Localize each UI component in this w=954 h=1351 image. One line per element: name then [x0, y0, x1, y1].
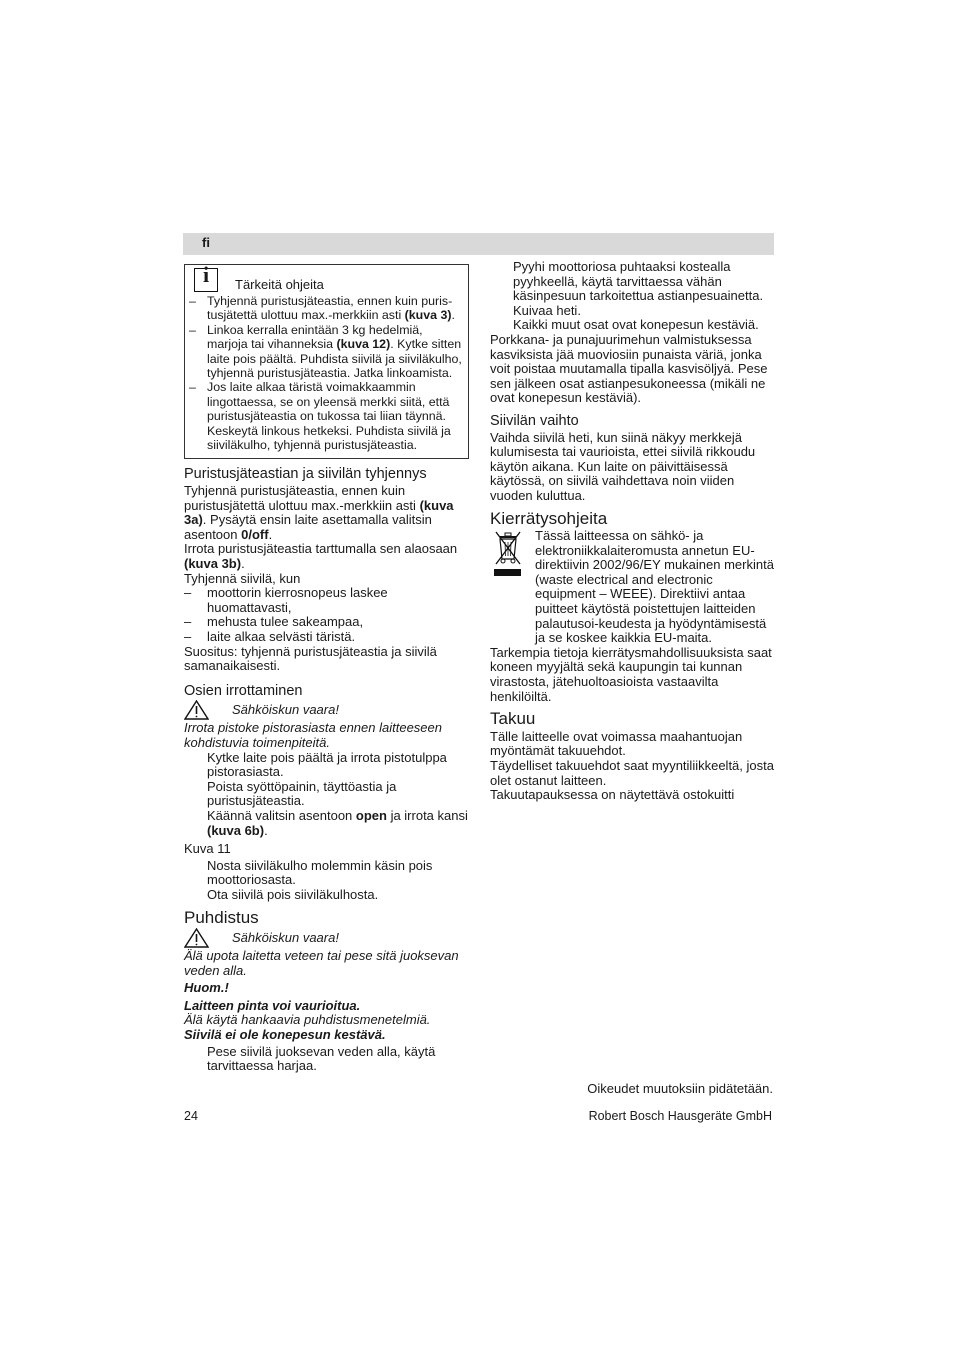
warning-text: Irrota pistoke pistorasiasta ennen laitteeseen kohdistuvia toimenpiteitä.	[184, 720, 442, 750]
list-item: – laite alkaa selvästi täristä.	[184, 629, 356, 644]
warning-triangle-icon	[184, 928, 209, 948]
weee-block	[490, 529, 775, 646]
important-notice-box	[184, 264, 469, 459]
notice-item: – Linkoa kerralla enintään 3 kg hedelmiä, marjoja tai vihanneksia (kuva 12). Kytke sitten laite pois päältä. Puhdista siivilä ja siiviläkulho, tyhjennä puristusjäteastia. Jatka linkoamista.	[189, 322, 462, 381]
paragraph: Täydelliset takuuehdot saat myyntiliikkeeltä, josta olet ostanut laitteen.	[490, 758, 774, 788]
step: Kaikki muut osat ovat konepesun kestäviä.	[513, 317, 759, 333]
warranty-heading: Takuu	[490, 709, 536, 729]
company-name: Robert Bosch Hausgeräte GmbH	[588, 1109, 772, 1123]
replace-heading: Siivilän vaihto	[490, 412, 579, 429]
step: Ota siivilä pois siiviläkulhosta.	[207, 886, 379, 902]
list-item: – mehusta tulee sakeampaa,	[184, 614, 364, 630]
caution-text: Laitteen pinta voi vaurioitua.	[184, 997, 361, 1013]
left-column	[184, 264, 468, 1074]
warning-title: Sähköiskun vaara!	[232, 702, 339, 718]
language-code: fi	[202, 235, 210, 250]
weee-text: Tässä laitteessa on sähkö- ja elektroniikkalaiteromusta annetun EU-direktiivin 2002/96/EY mukainen merkintä (waste electrical and electronic equipment – WEEE). Direktiivi antaa puitteet käytöstä poistettujen laitteiden palautusoi-keudesta ja hyödyntämisestä ja se koskee kaikkia EU-maita.	[535, 528, 774, 646]
notice-item: – Tyhjennä puristusjäteastia, ennen kuin puris- tusjätettä ulottuu max.-merkkiin asti (kuva 3).	[189, 294, 455, 323]
right-column	[490, 260, 775, 803]
paragraph: Vaihda siivilä heti, kun siinä näkyy merkkejä kulumisesta tai vaurioista, ettei siivilä rikkoudu käytön aikana. Kun laite on päivittäisessä käytössä, on siivilä vaihdettava noin viiden vuoden kuluttua.	[490, 429, 756, 503]
empty-paragraph: Irrota puristusjäteastia tarttumalla sen alaosaan (kuva 3b).	[184, 541, 458, 572]
step: Pese siivilä juoksevan veden alla, käytä tarvittaessa harjaa.	[207, 1043, 436, 1074]
warning-title: Sähköiskun vaara!	[232, 929, 339, 945]
step: Kytke laite pois päältä ja irrota pistotulppa pistorasiasta.	[207, 749, 447, 780]
info-icon	[194, 268, 218, 292]
empty-heading: Puristusjäteastian ja siivilän tyhjennys	[184, 466, 427, 483]
recommendation: Suositus: tyhjennä puristusjäteastia ja siivilä samanaikaisesti.	[184, 643, 437, 674]
list-item: – moottorin kierrosnopeus laskee huomattavasti,	[184, 585, 388, 615]
step: Pyyhi moottoriosa puhtaaksi kostealla pyyhkeellä, käytä tarvittaessa vähän käsinpesuun tarkoitettua astianpesuainetta. Kuivaa heti.	[513, 259, 764, 318]
paragraph: Porkkana- ja punajuurimehun valmistuksessa kasviksista jää muoviosiin punaista väriä, jonka voit poistaa muutamalla tipalla kasvisöljyä. Pese sen jälkeen osat astianpesukoneessa (mikäli ne ovat konepesun kestäviä).	[490, 331, 768, 406]
page-number: 24	[184, 1109, 198, 1123]
rights-notice: Oikeudet muutoksiin pidätetään.	[587, 1081, 773, 1096]
weee-bin-icon	[490, 529, 530, 581]
step: Nosta siiviläkulho molemmin käsin pois moottoriosasta.	[207, 857, 433, 888]
paragraph: Takuutapauksessa on näytettävä ostokuitti	[490, 787, 735, 803]
clean-heading: Puhdistus	[184, 907, 259, 927]
detach-heading: Osien irrottaminen	[184, 682, 303, 699]
warning-triangle-icon	[184, 700, 209, 720]
step: Poista syöttöpainin, täyttöastia ja puristusjäteastia.	[207, 778, 397, 809]
warning-text: Älä upota laitetta veteen tai pese sitä juoksevan veden alla.	[184, 948, 459, 978]
caution-label: Huom.!	[184, 980, 229, 996]
warning-line	[184, 700, 468, 720]
figure-reference: Kuva 11	[184, 841, 231, 857]
warning-line	[184, 928, 468, 948]
step: Käännä valitsin asentoon open ja irrota kansi (kuva 6b).	[207, 807, 468, 838]
caution-text: Siivilä ei ole konepesun kestävä.	[184, 1027, 386, 1043]
language-bar	[183, 233, 774, 255]
notice-title: Tärkeitä ohjeita	[235, 276, 324, 292]
recycle-heading: Kierrätysohjeita	[490, 508, 608, 528]
caution-text: Älä käytä hankaavia puhdistusmenetelmiä.	[184, 1012, 431, 1028]
empty-paragraph: Tyhjennä puristusjäteastia, ennen kuin puristusjätettä ulottuu max.-merkkiin asti (kuva 3a). Pysäytä ensin laite asettamalla valitsin asentoon 0/off.	[184, 483, 454, 542]
notice-item: – Jos laite alkaa täristä voimakkaammin lingottaessa, se on yleensä merkki siitä, että puristusjäteastia on tukossa tai liian täynnä. Keskeytä linkous hetkeksi. Puhdista siivilä ja siiviläkulho, tyhjennä puristusjäteastia.	[189, 380, 451, 453]
paragraph: Tälle laitteelle ovat voimassa maahantuojan myöntämät takuuehdot.	[490, 728, 743, 759]
empty-paragraph: Tyhjennä siivilä, kun	[184, 570, 301, 586]
paragraph: Tarkempia tietoja kierrätysmahdollisuuksista saat koneen myyjältä sekä kaupungin tai kunnan virastosta, jätehuoltoasioista vastaavilta henkilöiltä.	[490, 644, 772, 704]
